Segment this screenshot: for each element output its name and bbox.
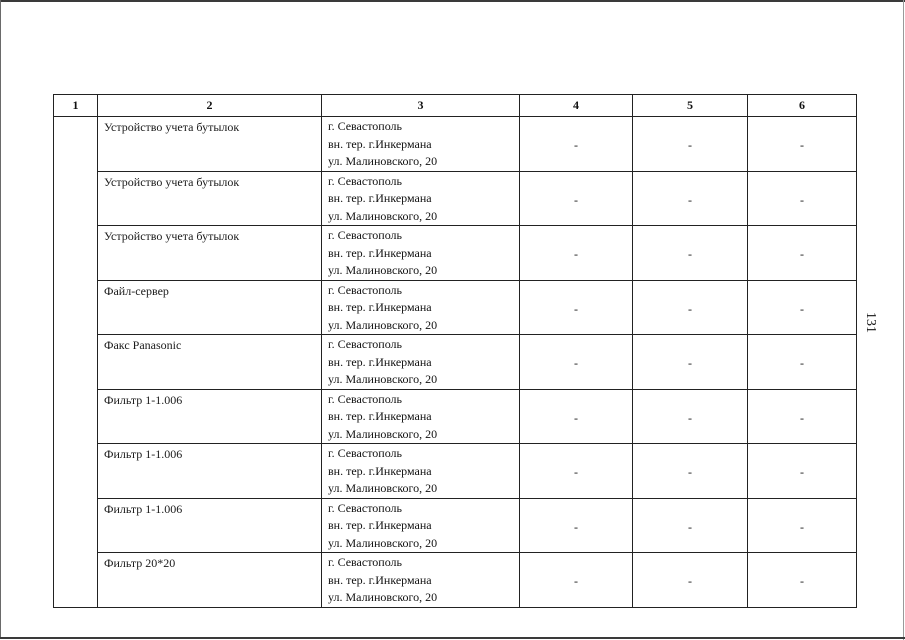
address-territory: вн. тер. г.Инкермана (328, 245, 432, 260)
table-row (54, 498, 857, 553)
address-city: г. Севастополь (328, 500, 403, 515)
table-row (54, 171, 857, 226)
item-address (322, 498, 520, 553)
col5-value: - (633, 171, 748, 226)
scan-border-top (0, 0, 905, 2)
col6-value: - (748, 171, 857, 226)
page-number: 131 (863, 312, 878, 333)
address-city: г. Севастополь (328, 446, 403, 460)
table-row (54, 226, 857, 281)
col5-value: - (633, 280, 748, 335)
address-city: г. Севастополь (328, 391, 403, 406)
col4-value: - (520, 171, 633, 226)
col4-value: - (520, 226, 633, 281)
item-address (322, 335, 520, 390)
address-territory: вн. тер. г.Инкермана (328, 354, 432, 369)
address-city: г. Севастополь (328, 555, 403, 569)
col5-value: - (633, 117, 748, 172)
address-city: г. Севастополь (328, 228, 403, 242)
col6-value: - (748, 389, 857, 444)
col6-value: - (748, 226, 857, 281)
col5-value: - (633, 444, 748, 499)
header-col-5: 5 (633, 95, 748, 117)
item-name: Фильтр 1-1.006 (98, 498, 322, 553)
col5-value: - (633, 553, 748, 608)
col4-value: - (520, 335, 633, 390)
col6-value: - (748, 444, 857, 499)
table-body (54, 117, 857, 608)
header-col-4: 4 (520, 95, 633, 117)
col6-value: - (748, 553, 857, 608)
item-name: Устройство учета бутылок (98, 226, 322, 281)
address-street: ул. Малиновского, 20 (328, 317, 438, 332)
col5-value: - (633, 498, 748, 553)
col6-value: - (748, 498, 857, 553)
item-address (322, 553, 520, 608)
address-street: ул. Малиновского, 20 (328, 481, 438, 495)
item-name: Фильтр 20*20 (98, 553, 322, 608)
address-territory: вн. тер. г.Инкермана (328, 191, 432, 205)
address-city: г. Севастополь (328, 173, 403, 188)
table-row (54, 280, 857, 335)
address-street: ул. Малиновского, 20 (328, 372, 438, 386)
table-row (54, 444, 857, 499)
item-address (322, 280, 520, 335)
address-street: ул. Малиновского, 20 (328, 590, 438, 604)
address-street: ул. Малиновского, 20 (328, 535, 438, 550)
scan-border-left (0, 0, 1, 638)
col6-value: - (748, 117, 857, 172)
address-territory: вн. тер. г.Инкермана (328, 463, 432, 478)
item-address (322, 444, 520, 499)
col4-value: - (520, 444, 633, 499)
item-name: Факс Panasonic (98, 335, 322, 390)
address-city: г. Севастополь (328, 337, 403, 351)
address-street: ул. Малиновского, 20 (328, 208, 438, 223)
item-name: Фильтр 1-1.006 (98, 389, 322, 444)
address-city: г. Севастополь (328, 119, 403, 133)
address-territory: вн. тер. г.Инкермана (328, 572, 432, 587)
row-number-cell (54, 117, 98, 608)
address-territory: вн. тер. г.Инкермана (328, 136, 432, 151)
table-row (54, 335, 857, 390)
col6-value: - (748, 335, 857, 390)
header-col-3: 3 (322, 95, 520, 117)
col4-value: - (520, 498, 633, 553)
item-name: Устройство учета бутылок (98, 117, 322, 172)
col6-value: - (748, 280, 857, 335)
address-street: ул. Малиновского, 20 (328, 154, 438, 168)
item-address (322, 117, 520, 172)
col4-value: - (520, 553, 633, 608)
header-row (54, 95, 857, 117)
address-city: г. Севастополь (328, 282, 403, 297)
col4-value: - (520, 280, 633, 335)
col5-value: - (633, 335, 748, 390)
header-col-6: 6 (748, 95, 857, 117)
col5-value: - (633, 389, 748, 444)
table-row (54, 389, 857, 444)
col4-value: - (520, 117, 633, 172)
col4-value: - (520, 389, 633, 444)
address-territory: вн. тер. г.Инкермана (328, 409, 432, 423)
table-row (54, 117, 857, 172)
inventory-table (53, 94, 857, 608)
item-name: Устройство учета бутылок (98, 171, 322, 226)
item-address (322, 389, 520, 444)
address-territory: вн. тер. г.Инкермана (328, 518, 432, 532)
address-street: ул. Малиновского, 20 (328, 426, 438, 441)
scan-border-bottom (0, 637, 905, 639)
header-col-2: 2 (98, 95, 322, 117)
address-territory: вн. тер. г.Инкермана (328, 300, 432, 314)
col5-value: - (633, 226, 748, 281)
item-name: Файл-сервер (98, 280, 322, 335)
scan-border-right (903, 0, 904, 640)
table-row (54, 553, 857, 608)
item-name: Фильтр 1-1.006 (98, 444, 322, 499)
address-street: ул. Малиновского, 20 (328, 263, 438, 277)
header-col-1: 1 (54, 95, 98, 117)
item-address (322, 226, 520, 281)
item-address (322, 171, 520, 226)
